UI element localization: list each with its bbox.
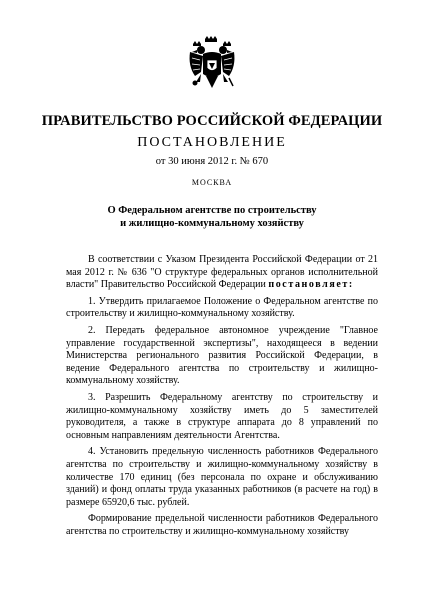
government-name: ПРАВИТЕЛЬСТВО РОССИЙСКОЙ ФЕДЕРАЦИИ bbox=[41, 113, 383, 129]
date-and-number: от 30 июня 2012 г. № 670 bbox=[155, 156, 269, 167]
paragraph-4: 4. Установить предельную численность работников Федерального агентства по строительству и жилищно-коммунальному хозяйству в количестве 170 единиц (без персонала по охране и обслуживанию зданий) и фонд оплаты труда указанных работников (в расчете на год) в размере 65920,6 тыс. рублей. bbox=[66, 446, 378, 508]
title-line-1: О Федеральном агентстве по строительству bbox=[107, 205, 317, 216]
document-title bbox=[0, 204, 424, 230]
paragraph-3: 3. Разрешить Федеральному агентству по строительству и жилищно-коммунальному хозяйству иметь до 5 заместителей руководителя, а также в структуре аппарата до 8 управлений по основным направлениям деятельности Агентства. bbox=[66, 391, 378, 441]
intro-text: В соответствии с Указом Президента Российской Федерации от 21 мая 2012 г. № 636 "О структуре федеральных органов исполнительной власти" Правительство Российской Федерации bbox=[66, 254, 378, 291]
document-body bbox=[66, 254, 378, 542]
paragraph-5: Формирование предельной численности работников Федерального агентства по строительству и жилищно-коммунальному хозяйству bbox=[66, 513, 378, 537]
document-type: ПОСТАНОВЛЕНИЕ bbox=[137, 135, 287, 150]
paragraph-1: 1. Утвердить прилагаемое Положение о Федеральном агентстве по строительству и жилищно-коммунальному хозяйству. bbox=[66, 295, 378, 320]
paragraph-2: 2. Передать федеральное автономное учреждение "Главное управление государственной экспертизы", находящееся в ведении Министерства регионального развития Российской Федерации, в ведение Федерального агентства по строительству и жилищно-коммунальному хозяйству. bbox=[66, 324, 378, 387]
coat-of-arms-icon bbox=[187, 36, 237, 90]
city: МОСКВА bbox=[191, 178, 233, 187]
intro-paragraph bbox=[66, 254, 378, 292]
title-line-2: и жилищно-коммунальному хозяйству bbox=[120, 218, 304, 229]
decree-word: постановляет: bbox=[268, 279, 354, 291]
